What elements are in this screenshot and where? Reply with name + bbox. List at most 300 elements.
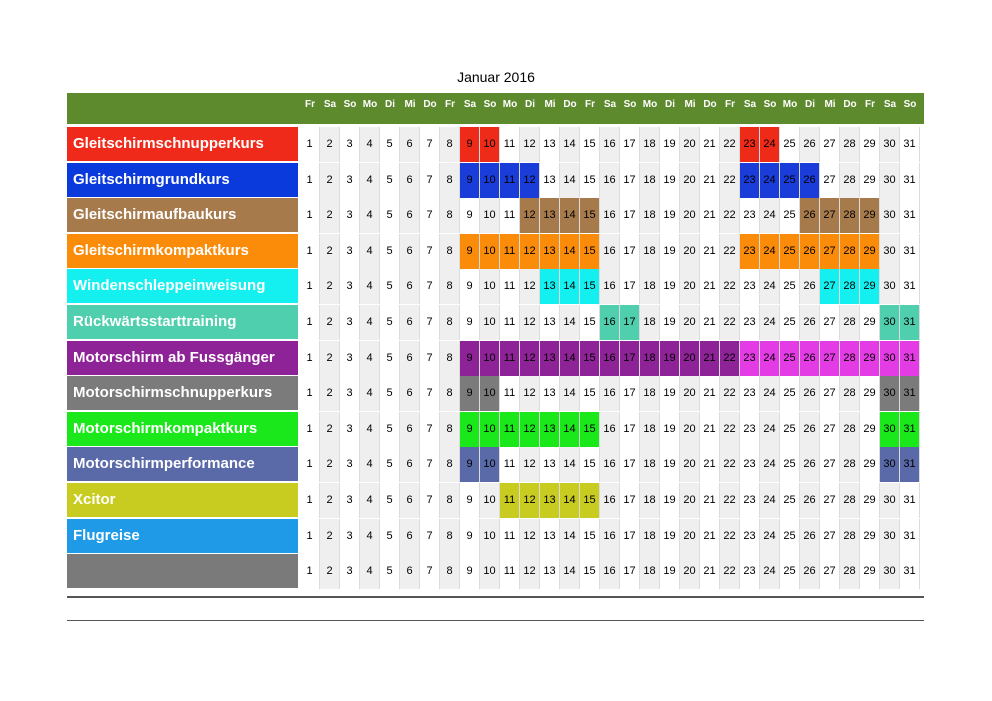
course-day-cell[interactable]: 4 [360, 447, 380, 482]
course-day-cell[interactable]: 3 [340, 554, 360, 589]
course-day-cell[interactable]: 21 [700, 305, 720, 340]
course-day-cell[interactable]: 1 [300, 341, 320, 376]
course-day-cell[interactable]: 5 [380, 234, 400, 269]
course-day-cell[interactable]: 10 [480, 554, 500, 589]
course-day-cell[interactable]: 8 [440, 127, 460, 162]
course-day-cell[interactable]: 7 [420, 376, 440, 411]
course-day-cell[interactable]: 27 [820, 305, 840, 340]
course-day-cell[interactable]: 17 [620, 234, 640, 269]
course-day-cell[interactable]: 7 [420, 412, 440, 447]
course-day-cell[interactable]: 29 [860, 412, 880, 447]
course-day-cell[interactable]: 16 [600, 234, 620, 269]
course-day-cell[interactable]: 30 [880, 519, 900, 554]
course-day-cell[interactable]: 30 [880, 269, 900, 304]
course-day-cell[interactable]: 30 [880, 198, 900, 233]
course-label[interactable] [67, 554, 298, 588]
course-day-cell-booked[interactable]: 10 [480, 127, 500, 162]
course-day-cell[interactable]: 2 [320, 234, 340, 269]
course-day-cell[interactable]: 21 [700, 127, 720, 162]
course-day-cell-booked[interactable]: 10 [480, 163, 500, 198]
course-day-cell[interactable]: 16 [600, 554, 620, 589]
course-day-cell[interactable]: 28 [840, 483, 860, 518]
course-day-cell[interactable]: 3 [340, 447, 360, 482]
course-day-cell[interactable]: 29 [860, 447, 880, 482]
course-day-cell[interactable]: 6 [400, 447, 420, 482]
course-day-cell[interactable]: 24 [760, 519, 780, 554]
course-day-cell[interactable]: 13 [540, 127, 560, 162]
course-label[interactable]: Rückwärtsstarttraining [67, 305, 298, 339]
course-day-cell[interactable]: 4 [360, 234, 380, 269]
course-day-cell[interactable]: 6 [400, 269, 420, 304]
course-day-cell[interactable]: 8 [440, 341, 460, 376]
course-day-cell[interactable]: 21 [700, 269, 720, 304]
course-day-cell-booked[interactable]: 30 [880, 341, 900, 376]
course-day-cell[interactable]: 28 [840, 305, 860, 340]
course-day-cell[interactable]: 20 [680, 376, 700, 411]
course-day-cell[interactable]: 25 [780, 519, 800, 554]
course-day-cell[interactable]: 18 [640, 305, 660, 340]
course-day-cell[interactable]: 10 [480, 305, 500, 340]
course-day-cell[interactable]: 14 [560, 305, 580, 340]
course-day-cell[interactable]: 23 [740, 412, 760, 447]
course-day-cell[interactable]: 8 [440, 447, 460, 482]
course-day-cell-booked[interactable]: 27 [820, 234, 840, 269]
course-day-cell[interactable]: 31 [900, 554, 920, 589]
course-day-cell[interactable]: 24 [760, 305, 780, 340]
course-day-cell-booked[interactable]: 14 [560, 198, 580, 233]
course-day-cell[interactable]: 7 [420, 483, 440, 518]
course-day-cell[interactable]: 6 [400, 163, 420, 198]
course-day-cell[interactable]: 5 [380, 554, 400, 589]
course-day-cell-booked[interactable]: 12 [520, 198, 540, 233]
course-day-cell[interactable]: 7 [420, 234, 440, 269]
course-day-cell[interactable]: 4 [360, 376, 380, 411]
course-day-cell[interactable]: 21 [700, 234, 720, 269]
course-day-cell[interactable]: 16 [600, 447, 620, 482]
course-day-cell[interactable]: 19 [660, 412, 680, 447]
course-day-cell[interactable]: 29 [860, 554, 880, 589]
course-day-cell[interactable]: 3 [340, 305, 360, 340]
course-day-cell[interactable]: 14 [560, 519, 580, 554]
course-day-cell[interactable]: 22 [720, 483, 740, 518]
course-day-cell[interactable]: 1 [300, 412, 320, 447]
course-day-cell-booked[interactable]: 24 [760, 234, 780, 269]
course-day-cell-booked[interactable]: 31 [900, 376, 920, 411]
course-day-cell-booked[interactable]: 14 [560, 234, 580, 269]
course-day-cell-booked[interactable]: 24 [760, 341, 780, 376]
course-day-cell[interactable]: 29 [860, 163, 880, 198]
course-day-cell-booked[interactable]: 12 [520, 234, 540, 269]
course-day-cell-booked[interactable]: 14 [560, 412, 580, 447]
course-day-cell-booked[interactable]: 30 [880, 412, 900, 447]
course-day-cell-booked[interactable]: 31 [900, 412, 920, 447]
course-day-cell[interactable]: 1 [300, 554, 320, 589]
course-day-cell[interactable]: 4 [360, 519, 380, 554]
course-day-cell[interactable]: 22 [720, 519, 740, 554]
course-day-cell[interactable]: 18 [640, 519, 660, 554]
course-day-cell[interactable]: 24 [760, 483, 780, 518]
course-day-cell[interactable]: 30 [880, 127, 900, 162]
course-day-cell[interactable]: 7 [420, 447, 440, 482]
course-day-cell-booked[interactable]: 16 [600, 341, 620, 376]
course-day-cell[interactable]: 14 [560, 376, 580, 411]
course-day-cell[interactable]: 21 [700, 519, 720, 554]
course-day-cell-booked[interactable]: 24 [760, 127, 780, 162]
course-day-cell[interactable]: 19 [660, 127, 680, 162]
course-day-cell[interactable]: 22 [720, 163, 740, 198]
course-day-cell[interactable]: 17 [620, 198, 640, 233]
course-day-cell[interactable]: 4 [360, 163, 380, 198]
course-day-cell[interactable]: 5 [380, 447, 400, 482]
course-day-cell[interactable]: 16 [600, 519, 620, 554]
course-day-cell[interactable]: 22 [720, 554, 740, 589]
course-day-cell[interactable]: 15 [580, 127, 600, 162]
course-day-cell[interactable]: 5 [380, 341, 400, 376]
course-day-cell[interactable]: 27 [820, 412, 840, 447]
course-day-cell-booked[interactable]: 10 [480, 447, 500, 482]
course-day-cell-booked[interactable]: 11 [500, 163, 520, 198]
course-day-cell-booked[interactable]: 27 [820, 269, 840, 304]
course-day-cell[interactable]: 2 [320, 341, 340, 376]
course-day-cell-booked[interactable]: 25 [780, 234, 800, 269]
course-day-cell[interactable]: 2 [320, 163, 340, 198]
course-day-cell-booked[interactable]: 14 [560, 269, 580, 304]
course-day-cell[interactable]: 21 [700, 554, 720, 589]
course-day-cell-booked[interactable]: 14 [560, 341, 580, 376]
course-day-cell[interactable]: 5 [380, 305, 400, 340]
course-day-cell[interactable]: 2 [320, 269, 340, 304]
course-day-cell-booked[interactable]: 10 [480, 234, 500, 269]
course-day-cell[interactable]: 30 [880, 554, 900, 589]
course-day-cell-booked[interactable]: 28 [840, 341, 860, 376]
course-day-cell[interactable]: 19 [660, 447, 680, 482]
course-day-cell[interactable]: 11 [500, 305, 520, 340]
course-day-cell-booked[interactable]: 25 [780, 341, 800, 376]
course-day-cell[interactable]: 21 [700, 483, 720, 518]
course-day-cell[interactable]: 28 [840, 376, 860, 411]
course-day-cell[interactable]: 23 [740, 376, 760, 411]
course-day-cell[interactable]: 1 [300, 269, 320, 304]
course-day-cell[interactable]: 8 [440, 198, 460, 233]
course-day-cell[interactable]: 25 [780, 554, 800, 589]
course-day-cell[interactable]: 20 [680, 483, 700, 518]
course-day-cell[interactable]: 22 [720, 376, 740, 411]
course-day-cell[interactable]: 7 [420, 127, 440, 162]
course-day-cell[interactable]: 16 [600, 483, 620, 518]
course-day-cell-booked[interactable]: 12 [520, 412, 540, 447]
course-day-cell[interactable]: 11 [500, 447, 520, 482]
course-day-cell[interactable]: 3 [340, 234, 360, 269]
course-day-cell[interactable]: 2 [320, 376, 340, 411]
course-day-cell[interactable]: 14 [560, 554, 580, 589]
course-day-cell[interactable]: 26 [800, 519, 820, 554]
course-day-cell[interactable]: 31 [900, 127, 920, 162]
course-day-cell[interactable]: 25 [780, 269, 800, 304]
course-day-cell[interactable]: 13 [540, 163, 560, 198]
course-day-cell-booked[interactable]: 10 [480, 376, 500, 411]
course-day-cell[interactable]: 24 [760, 554, 780, 589]
course-day-cell-booked[interactable]: 26 [800, 163, 820, 198]
course-day-cell[interactable]: 7 [420, 554, 440, 589]
course-day-cell-booked[interactable]: 30 [880, 305, 900, 340]
course-day-cell[interactable]: 12 [520, 127, 540, 162]
course-day-cell[interactable]: 12 [520, 519, 540, 554]
course-day-cell[interactable]: 26 [800, 483, 820, 518]
course-label[interactable]: Motorschirmschnupperkurs [67, 376, 298, 410]
course-day-cell[interactable]: 20 [680, 234, 700, 269]
course-day-cell-booked[interactable]: 9 [460, 376, 480, 411]
course-day-cell[interactable]: 15 [580, 519, 600, 554]
course-day-cell[interactable]: 24 [760, 269, 780, 304]
course-day-cell[interactable]: 8 [440, 163, 460, 198]
course-day-cell[interactable]: 2 [320, 483, 340, 518]
course-day-cell[interactable]: 16 [600, 198, 620, 233]
course-day-cell-booked[interactable]: 9 [460, 127, 480, 162]
course-day-cell[interactable]: 31 [900, 198, 920, 233]
course-day-cell-booked[interactable]: 9 [460, 234, 480, 269]
course-day-cell[interactable]: 19 [660, 269, 680, 304]
course-day-cell[interactable]: 11 [500, 519, 520, 554]
course-day-cell[interactable]: 18 [640, 483, 660, 518]
course-day-cell[interactable]: 13 [540, 305, 560, 340]
course-day-cell[interactable]: 8 [440, 234, 460, 269]
course-day-cell[interactable]: 3 [340, 376, 360, 411]
course-day-cell[interactable]: 24 [760, 376, 780, 411]
course-day-cell[interactable]: 22 [720, 198, 740, 233]
course-day-cell[interactable]: 7 [420, 163, 440, 198]
course-label[interactable]: Motorschirmkompaktkurs [67, 412, 298, 446]
course-day-cell-booked[interactable]: 15 [580, 269, 600, 304]
course-day-cell[interactable]: 19 [660, 163, 680, 198]
course-day-cell[interactable]: 28 [840, 412, 860, 447]
course-day-cell[interactable]: 5 [380, 163, 400, 198]
course-day-cell[interactable]: 3 [340, 412, 360, 447]
course-day-cell[interactable]: 26 [800, 412, 820, 447]
course-day-cell-booked[interactable]: 28 [840, 198, 860, 233]
course-day-cell[interactable]: 2 [320, 127, 340, 162]
course-label[interactable]: Gleitschirmkompaktkurs [67, 234, 298, 268]
course-day-cell-booked[interactable]: 19 [660, 341, 680, 376]
course-day-cell[interactable]: 14 [560, 163, 580, 198]
course-day-cell[interactable]: 3 [340, 483, 360, 518]
course-day-cell[interactable]: 31 [900, 163, 920, 198]
course-day-cell[interactable]: 2 [320, 519, 340, 554]
course-day-cell[interactable]: 23 [740, 269, 760, 304]
course-day-cell[interactable]: 4 [360, 198, 380, 233]
course-day-cell-booked[interactable]: 13 [540, 483, 560, 518]
course-day-cell[interactable]: 22 [720, 305, 740, 340]
course-day-cell-booked[interactable]: 31 [900, 447, 920, 482]
course-day-cell[interactable]: 22 [720, 234, 740, 269]
course-day-cell[interactable]: 11 [500, 269, 520, 304]
course-day-cell[interactable]: 9 [460, 269, 480, 304]
course-day-cell-booked[interactable]: 17 [620, 341, 640, 376]
course-day-cell[interactable]: 18 [640, 447, 660, 482]
course-day-cell[interactable]: 13 [540, 554, 560, 589]
course-day-cell[interactable]: 3 [340, 163, 360, 198]
course-day-cell[interactable]: 15 [580, 163, 600, 198]
course-day-cell-booked[interactable]: 27 [820, 198, 840, 233]
course-day-cell-booked[interactable]: 12 [520, 483, 540, 518]
course-day-cell[interactable]: 1 [300, 127, 320, 162]
course-day-cell[interactable]: 11 [500, 198, 520, 233]
course-day-cell[interactable]: 21 [700, 198, 720, 233]
course-day-cell[interactable]: 18 [640, 127, 660, 162]
course-label[interactable]: Gleitschirmgrundkurs [67, 163, 298, 197]
course-day-cell-booked[interactable]: 15 [580, 234, 600, 269]
course-day-cell[interactable]: 27 [820, 483, 840, 518]
course-day-cell[interactable]: 4 [360, 341, 380, 376]
course-label[interactable]: Motorschirm ab Fussgänger [67, 341, 298, 375]
course-day-cell-booked[interactable]: 13 [540, 234, 560, 269]
course-day-cell-booked[interactable]: 15 [580, 341, 600, 376]
course-day-cell[interactable]: 30 [880, 483, 900, 518]
course-day-cell[interactable]: 28 [840, 519, 860, 554]
course-day-cell[interactable]: 15 [580, 305, 600, 340]
course-day-cell[interactable]: 21 [700, 163, 720, 198]
course-day-cell[interactable]: 6 [400, 483, 420, 518]
course-day-cell[interactable]: 10 [480, 519, 500, 554]
course-day-cell[interactable]: 25 [780, 198, 800, 233]
course-day-cell[interactable]: 25 [780, 447, 800, 482]
course-day-cell[interactable]: 9 [460, 519, 480, 554]
course-day-cell[interactable]: 27 [820, 519, 840, 554]
course-day-cell-booked[interactable]: 12 [520, 163, 540, 198]
course-label[interactable]: Xcitor [67, 483, 298, 517]
course-day-cell-booked[interactable]: 13 [540, 198, 560, 233]
course-day-cell-booked[interactable]: 14 [560, 483, 580, 518]
course-day-cell-booked[interactable]: 11 [500, 483, 520, 518]
course-day-cell[interactable]: 5 [380, 127, 400, 162]
course-day-cell[interactable]: 3 [340, 127, 360, 162]
course-day-cell[interactable]: 18 [640, 198, 660, 233]
course-day-cell[interactable]: 7 [420, 269, 440, 304]
course-day-cell[interactable]: 25 [780, 305, 800, 340]
course-day-cell[interactable]: 12 [520, 269, 540, 304]
course-day-cell[interactable]: 17 [620, 269, 640, 304]
course-day-cell[interactable]: 24 [760, 447, 780, 482]
course-day-cell[interactable]: 20 [680, 198, 700, 233]
course-day-cell[interactable]: 8 [440, 376, 460, 411]
course-day-cell[interactable]: 20 [680, 163, 700, 198]
course-day-cell[interactable]: 14 [560, 127, 580, 162]
course-day-cell[interactable]: 22 [720, 412, 740, 447]
course-day-cell[interactable]: 22 [720, 447, 740, 482]
course-day-cell[interactable]: 23 [740, 198, 760, 233]
course-day-cell[interactable]: 10 [480, 483, 500, 518]
course-day-cell[interactable]: 12 [520, 554, 540, 589]
course-day-cell[interactable]: 17 [620, 554, 640, 589]
course-day-cell[interactable]: 5 [380, 198, 400, 233]
course-day-cell[interactable]: 13 [540, 447, 560, 482]
course-day-cell[interactable]: 25 [780, 412, 800, 447]
course-day-cell-booked[interactable]: 15 [580, 483, 600, 518]
course-day-cell[interactable]: 27 [820, 447, 840, 482]
course-day-cell[interactable]: 3 [340, 269, 360, 304]
course-day-cell[interactable]: 27 [820, 376, 840, 411]
course-day-cell[interactable]: 10 [480, 269, 500, 304]
course-day-cell-booked[interactable]: 26 [800, 341, 820, 376]
course-day-cell[interactable]: 18 [640, 554, 660, 589]
course-day-cell-booked[interactable]: 31 [900, 305, 920, 340]
course-day-cell[interactable]: 13 [540, 376, 560, 411]
course-day-cell[interactable]: 29 [860, 376, 880, 411]
course-day-cell[interactable]: 1 [300, 305, 320, 340]
course-day-cell-booked[interactable]: 25 [780, 163, 800, 198]
course-day-cell[interactable]: 4 [360, 412, 380, 447]
course-day-cell[interactable]: 3 [340, 198, 360, 233]
course-day-cell[interactable]: 7 [420, 198, 440, 233]
course-day-cell[interactable]: 1 [300, 483, 320, 518]
course-day-cell[interactable]: 9 [460, 305, 480, 340]
course-day-cell[interactable]: 28 [840, 127, 860, 162]
course-day-cell[interactable]: 19 [660, 554, 680, 589]
course-day-cell[interactable]: 5 [380, 483, 400, 518]
course-day-cell-booked[interactable]: 23 [740, 234, 760, 269]
course-day-cell-booked[interactable]: 16 [600, 305, 620, 340]
course-day-cell[interactable]: 12 [520, 376, 540, 411]
course-day-cell-booked[interactable]: 30 [880, 447, 900, 482]
course-day-cell[interactable]: 6 [400, 519, 420, 554]
course-day-cell-booked[interactable]: 13 [540, 412, 560, 447]
course-day-cell[interactable]: 29 [860, 483, 880, 518]
course-day-cell[interactable]: 4 [360, 269, 380, 304]
course-day-cell[interactable]: 6 [400, 198, 420, 233]
course-label[interactable]: Gleitschirmaufbaukurs [67, 198, 298, 232]
course-day-cell[interactable]: 19 [660, 234, 680, 269]
course-day-cell[interactable]: 6 [400, 305, 420, 340]
course-day-cell-booked[interactable]: 23 [740, 341, 760, 376]
course-day-cell[interactable]: 20 [680, 305, 700, 340]
course-day-cell[interactable]: 18 [640, 269, 660, 304]
course-day-cell[interactable]: 21 [700, 412, 720, 447]
course-day-cell[interactable]: 1 [300, 447, 320, 482]
course-day-cell[interactable]: 23 [740, 305, 760, 340]
course-day-cell[interactable]: 19 [660, 305, 680, 340]
course-label[interactable]: Motorschirmperformance [67, 447, 298, 481]
course-day-cell[interactable]: 7 [420, 519, 440, 554]
course-day-cell[interactable]: 5 [380, 412, 400, 447]
course-label[interactable]: Flugreise [67, 519, 298, 553]
course-day-cell[interactable]: 17 [620, 376, 640, 411]
course-day-cell[interactable]: 8 [440, 269, 460, 304]
course-day-cell[interactable]: 1 [300, 198, 320, 233]
course-day-cell[interactable]: 26 [800, 127, 820, 162]
course-day-cell[interactable]: 21 [700, 376, 720, 411]
course-day-cell[interactable]: 28 [840, 163, 860, 198]
course-day-cell-booked[interactable]: 23 [740, 127, 760, 162]
course-day-cell[interactable]: 4 [360, 305, 380, 340]
course-day-cell[interactable]: 26 [800, 447, 820, 482]
course-day-cell-booked[interactable]: 18 [640, 341, 660, 376]
course-day-cell-booked[interactable]: 29 [860, 341, 880, 376]
course-day-cell[interactable]: 26 [800, 376, 820, 411]
course-day-cell[interactable]: 24 [760, 412, 780, 447]
course-day-cell[interactable]: 20 [680, 127, 700, 162]
course-day-cell[interactable]: 19 [660, 519, 680, 554]
course-label[interactable]: Windenschleppeinweisung [67, 269, 298, 303]
course-day-cell[interactable]: 3 [340, 519, 360, 554]
course-day-cell-booked[interactable]: 10 [480, 412, 500, 447]
course-day-cell-booked[interactable]: 31 [900, 341, 920, 376]
course-day-cell[interactable]: 6 [400, 412, 420, 447]
course-day-cell-booked[interactable]: 29 [860, 269, 880, 304]
course-day-cell[interactable]: 25 [780, 483, 800, 518]
course-day-cell-booked[interactable]: 23 [740, 163, 760, 198]
course-day-cell[interactable]: 26 [800, 269, 820, 304]
course-day-cell[interactable]: 25 [780, 127, 800, 162]
course-day-cell[interactable]: 18 [640, 163, 660, 198]
